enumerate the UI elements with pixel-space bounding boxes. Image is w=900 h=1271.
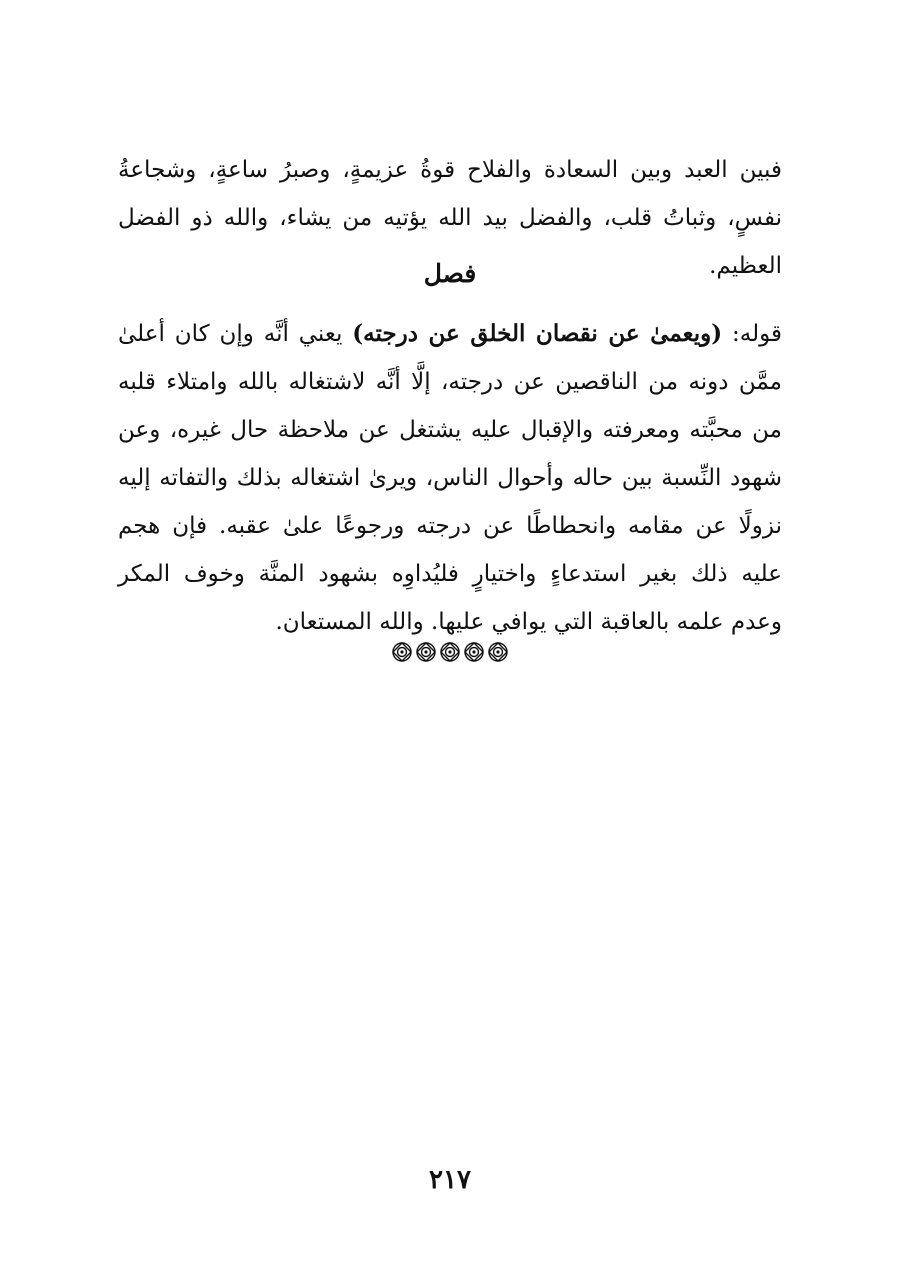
floral-ornament-icon (390, 636, 510, 668)
paragraph-lead-in: قوله: (722, 321, 782, 347)
paragraph-intro: فبين العبد وبين السعادة والفلاح قوةُ عزيمةٍ، وصبرُ ساعةٍ، وشجاعةُ نفسٍ، وثباتُ قلب، والفضل بيد الله يؤتيه من يشاء، والله ذو الفضل العظيم. (118, 157, 782, 279)
quoted-phrase: (ويعمىٰ عن نقصان الخلق عن درجته) (352, 320, 723, 347)
paragraph-explanation: يعني أنَّه وإن كان أعلىٰ ممَّن دونه من الناقصين عن درجته، إلَّا أنَّه لاشتغاله بالله وامتلاء قلبه من محبَّته ومعرفته والإقبال عليه يشتغل عن ملاحظة حال غيره، وعن شهود النِّسبة بين حاله وأحوال الناس، ويرىٰ اشتغاله بذلك والتفاته إليه نزولًا عن مقامه وانحطاطًا عن درجته ورجوعًا علىٰ عقبه. فإن هجم عليه ذلك بغير استدعاءٍ واختيارٍ فليُداوِه بشهود المنَّة وخوف المكر وعدم علمه بالعاقبة التي يوافي عليها. والله المستعان. (118, 321, 782, 635)
section-heading: فصل (423, 259, 477, 288)
paragraph-body (118, 310, 782, 646)
page-number: ٢١٧ (429, 1165, 471, 1195)
